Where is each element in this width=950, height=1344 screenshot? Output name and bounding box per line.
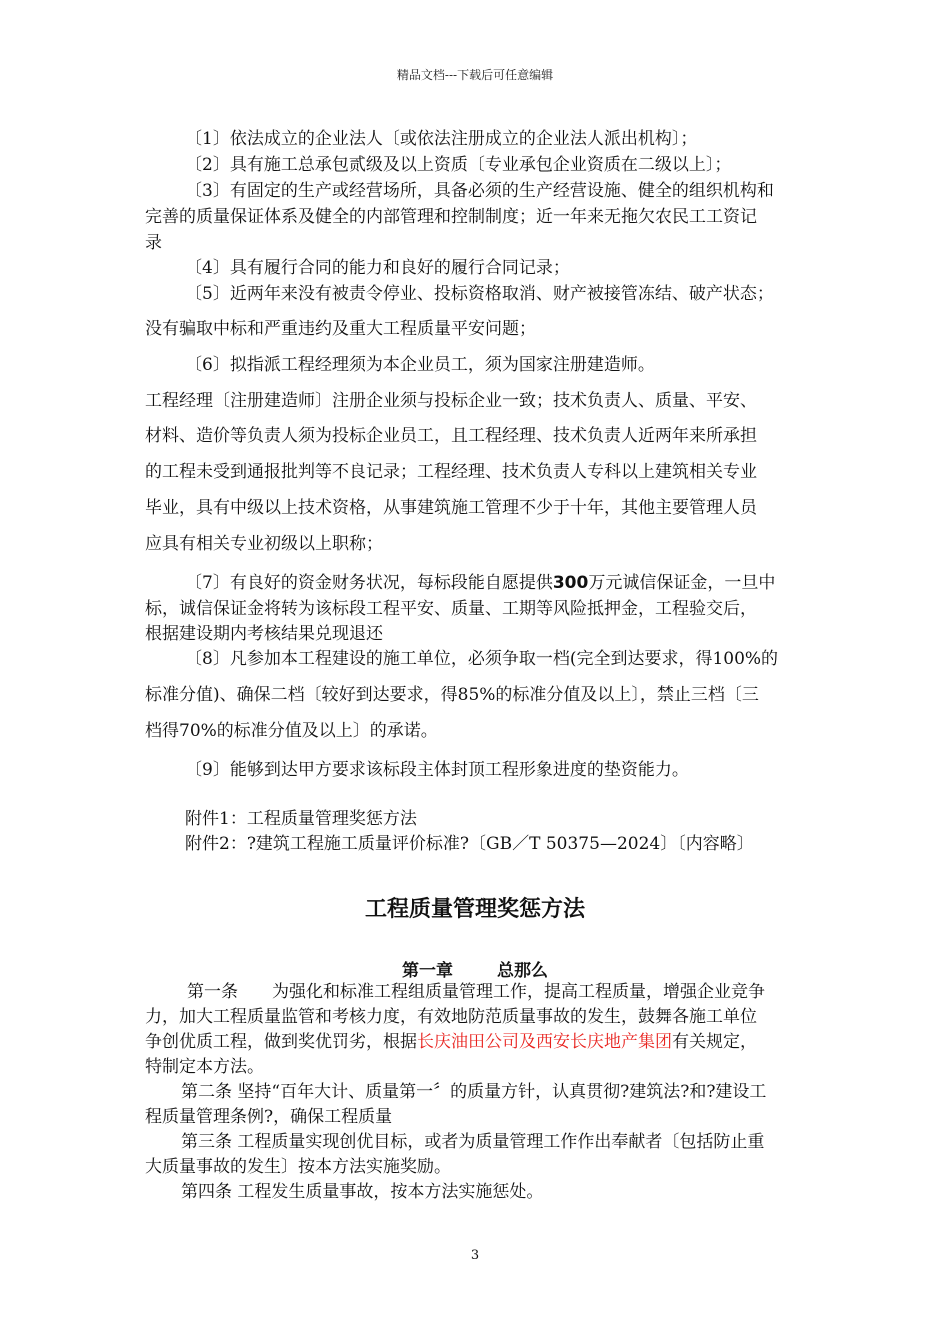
item-5-line-1: 〔5〕近两年来没有被责令停业、投标资格取消、财产被接管冻结、破产状态；: [185, 284, 774, 304]
article-1-line-3: [145, 1031, 757, 1053]
item-3-line-2: 完善的质量保证体系及健全的内部管理和控制制度；近一年来无拖欠农民工工资记: [145, 207, 757, 227]
item-8-line-2: 标准分值)、确保二档〔较好到达要求，得85%的标准分值及以上〕，禁止三档〔三: [145, 685, 759, 705]
item-7-text-a: 〔7〕有良好的资金财务状况，每标段能自愿提供: [185, 573, 553, 593]
item-8-line-1: 〔8〕凡参加本工程建设的施工单位，必须争取一档(完全到达要求，得100%的: [185, 649, 779, 669]
item-9: 〔9〕能够到达甲方要求该标段主体封顶工程形象进度的垫资能力。: [185, 760, 689, 780]
article-1-line-4: 特制定本方法。: [145, 1057, 264, 1077]
chapter-heading: [0, 956, 950, 981]
article-2-line-2: 程质量管理条例?，确保工程质量: [145, 1107, 393, 1127]
article-1-line-1: 第一条 为强化和标准工程组质量管理工作，提高工程质量，增强企业竞争: [187, 982, 765, 1002]
item-5-line-2: 没有骗取中标和严重违约及重大工程质量平安问题；: [145, 319, 536, 339]
item-6-line-6: 应具有相关专业初级以上职称；: [145, 534, 383, 554]
page-number: 3: [470, 1248, 480, 1263]
deposit-amount: 300: [552, 573, 589, 593]
article-3-line-2: 大质量事故的发生〕按本方法实施奖励。: [145, 1157, 451, 1177]
attachment-1: 附件1：工程质量管理奖惩方法: [185, 809, 417, 829]
article-1-text-b: 有关规定，: [672, 1032, 757, 1052]
item-6-line-3: 材料、造价等负责人须为投标企业员工，且工程经理、技术负责人近两年来所承担: [145, 426, 757, 446]
item-7-line-2: 标，诚信保证金将转为该标段工程平安、质量、工期等风险抵押金，工程验交后，: [145, 599, 757, 619]
item-1: 〔1〕依法成立的企业法人〔或依法注册成立的企业法人派出机构〕；: [185, 129, 698, 149]
item-7-line-3: 根据建设期内考核结果兑现退还: [145, 624, 383, 644]
item-6-line-2: 工程经理〔注册建造师〕注册企业须与投标企业一致；技术负责人、质量、平安、: [145, 391, 757, 411]
section-title: 工程质量管理奖惩方法: [364, 897, 585, 922]
attachment-2: 附件2：?建筑工程施工质量评价标准?〔GB／T 50375—2024〕〔内容略〕: [185, 834, 754, 854]
article-1-line-2: 力，加大工程质量监管和考核力度，有效地防范质量事故的发生，鼓舞各施工单位: [145, 1007, 757, 1027]
item-6-line-4: 的工程未受到通报批判等不良记录；工程经理、技术负责人专科以上建筑相关专业: [145, 462, 757, 482]
article-4: 第四条 工程发生质量事故，按本方法实施惩处。: [181, 1182, 544, 1202]
article-2-line-1: 第二条 坚持“百年大计、质量第一〞的质量方针，认真贯彻?建筑法?和?建设工: [181, 1082, 767, 1102]
item-4: 〔4〕具有履行合同的能力和良好的履行合同记录；: [185, 258, 570, 278]
item-6-line-5: 毕业，具有中级以上技术资格，从事建筑施工管理不少于十年，其他主要管理人员: [145, 498, 757, 518]
item-7-line-1: [185, 572, 775, 594]
item-3-line-3: 录: [145, 233, 162, 253]
item-2: 〔2〕具有施工总承包贰级及以上资质〔专业承包企业资质在二级以上〕；: [185, 155, 732, 175]
item-8-line-3: 档得70%的标准分值及以上〕的承诺。: [145, 721, 438, 741]
article-1-text-a: 争创优质工程，做到奖优罚劣，根据: [145, 1032, 417, 1052]
item-3-line-1: 〔3〕有固定的生产或经营场所，具备必须的生产经营设施、健全的组织机构和: [185, 181, 774, 201]
article-3-line-1: 第三条 工程质量实现创优目标，或者为质量管理工作作出奉献者〔包括防止重: [181, 1132, 765, 1152]
item-7-text-b: 万元诚信保证金，一旦中: [588, 573, 776, 593]
chapter-label: 第一章: [402, 961, 453, 981]
page-header: 精品文档---下载后可任意编辑: [396, 68, 554, 82]
chapter-name: 总那么: [497, 961, 548, 981]
highlighted-company-names: 长庆油田公司及西安长庆地产集团: [417, 1032, 672, 1052]
item-6-line-1: 〔6〕拟指派工程经理须为本企业员工，须为国家注册建造师。: [185, 355, 655, 375]
